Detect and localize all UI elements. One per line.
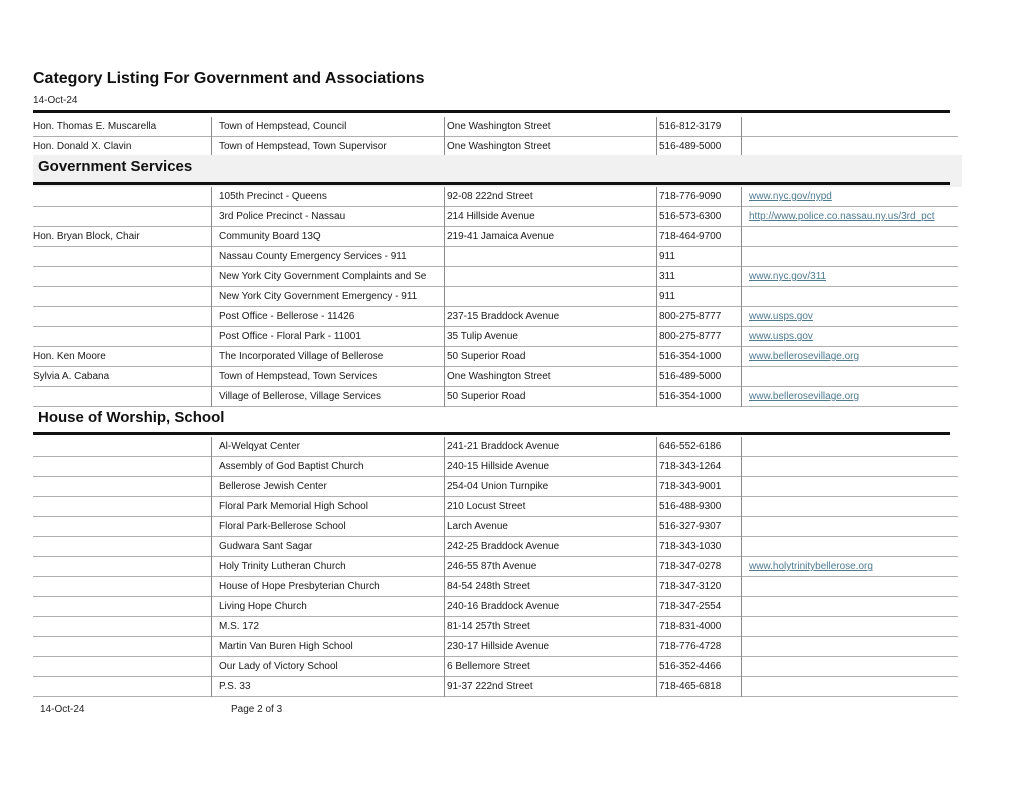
website-link[interactable]: www.holytrinitybellerose.org [749, 561, 873, 572]
contact-cell [33, 327, 208, 346]
column-divider [656, 387, 657, 407]
contact-cell [33, 207, 208, 226]
column-divider [444, 457, 445, 477]
website-link [749, 367, 959, 386]
phone-cell: 516-327-9307 [659, 521, 722, 532]
table-row [33, 227, 958, 247]
section-rows-house-of-worship [33, 437, 958, 697]
column-divider [741, 307, 742, 327]
phone-cell: 516-812-3179 [659, 121, 722, 132]
contact-cell [33, 637, 208, 656]
table-row [33, 457, 958, 477]
column-divider [444, 557, 445, 577]
address-cell: 219-41 Jamaica Avenue [447, 231, 555, 242]
column-divider [211, 497, 212, 517]
phone-cell: 516-488-9300 [659, 501, 722, 512]
organization-cell: Our Lady of Victory School [219, 661, 338, 672]
organization-cell: Town of Hempstead, Town Services [219, 371, 378, 382]
organization-cell: Living Hope Church [219, 601, 307, 612]
address-cell: 92-08 222nd Street [447, 191, 533, 202]
column-divider [444, 537, 445, 557]
column-divider [444, 387, 445, 407]
organization-cell: Post Office - Floral Park - 11001 [219, 331, 361, 342]
column-divider [656, 117, 657, 137]
phone-cell: 718-776-9090 [659, 191, 722, 202]
website-link [749, 577, 959, 596]
contact-cell [33, 307, 208, 326]
column-divider [741, 637, 742, 657]
column-divider [444, 597, 445, 617]
website-link [749, 597, 959, 616]
table-row [33, 557, 958, 577]
organization-cell: 105th Precinct - Queens [219, 191, 327, 202]
column-divider [741, 557, 742, 577]
column-divider [211, 537, 212, 557]
address-cell: 35 Tulip Avenue [447, 331, 518, 342]
column-divider [444, 517, 445, 537]
organization-cell: New York City Government Complaints and Se [219, 271, 427, 282]
table-row [33, 677, 958, 697]
table-row [33, 577, 958, 597]
column-divider [656, 477, 657, 497]
contact-cell: Hon. Bryan Block, Chair [33, 231, 140, 242]
address-cell: 240-16 Braddock Avenue [447, 601, 560, 612]
table-row [33, 207, 958, 227]
contact-cell: Hon. Donald X. Clavin [33, 141, 132, 152]
table-row [33, 327, 958, 347]
address-cell: 230-17 Hillside Avenue [447, 641, 550, 652]
column-divider [741, 347, 742, 367]
organization-cell: New York City Government Emergency - 911 [219, 291, 418, 302]
website-link [749, 617, 959, 636]
column-divider [741, 457, 742, 477]
organization-cell: 3rd Police Precinct - Nassau [219, 211, 346, 222]
table-row [33, 497, 958, 517]
column-divider [741, 327, 742, 347]
section-title: Government Services [38, 158, 193, 175]
website-link [749, 247, 959, 266]
column-divider [656, 137, 657, 157]
column-divider [656, 637, 657, 657]
column-divider [211, 477, 212, 497]
organization-cell: Post Office - Bellerose - 11426 [219, 311, 355, 322]
table-row [33, 477, 958, 497]
column-divider [211, 677, 212, 697]
column-divider [444, 227, 445, 247]
column-divider [444, 247, 445, 267]
column-divider [741, 497, 742, 517]
column-divider [656, 327, 657, 347]
column-divider [656, 617, 657, 637]
column-divider [211, 307, 212, 327]
column-divider [444, 287, 445, 307]
address-cell: 240-15 Hillside Avenue [447, 461, 550, 472]
column-divider [741, 227, 742, 247]
table-row [33, 307, 958, 327]
organization-cell: Al-Welqyat Center [219, 441, 300, 452]
contact-cell [33, 537, 208, 556]
address-cell: 214 Hillside Avenue [447, 211, 535, 222]
phone-cell: 800-275-8777 [659, 311, 722, 322]
website-link [749, 117, 959, 136]
table-row [33, 247, 958, 267]
column-divider [211, 287, 212, 307]
table-row [33, 537, 958, 557]
table-row [33, 437, 958, 457]
contact-cell [33, 677, 208, 696]
column-divider [741, 477, 742, 497]
section-title: House of Worship, School [38, 409, 225, 426]
website-link [749, 457, 959, 476]
column-divider [211, 517, 212, 537]
column-divider [656, 247, 657, 267]
column-divider [211, 457, 212, 477]
phone-cell: 516-354-1000 [659, 351, 722, 362]
column-divider [656, 347, 657, 367]
top-rows [33, 117, 958, 157]
table-row [33, 597, 958, 617]
organization-cell: Community Board 13Q [219, 231, 321, 242]
column-divider [444, 637, 445, 657]
address-cell: 254-04 Union Turnpike [447, 481, 549, 492]
organization-cell: Village of Bellerose, Village Services [219, 391, 381, 402]
column-divider [211, 637, 212, 657]
contact-cell [33, 457, 208, 476]
column-divider [656, 677, 657, 697]
website-link [749, 637, 959, 656]
phone-cell: 911 [659, 291, 675, 302]
column-divider [444, 187, 445, 207]
website-link[interactable]: www.usps.gov [749, 331, 813, 342]
phone-cell: 718-776-4728 [659, 641, 722, 652]
column-divider [656, 577, 657, 597]
website-link [749, 517, 959, 536]
column-divider [656, 517, 657, 537]
contact-cell [33, 577, 208, 596]
organization-cell: Assembly of God Baptist Church [219, 461, 364, 472]
column-divider [211, 207, 212, 227]
website-link [749, 287, 959, 306]
column-divider [444, 347, 445, 367]
website-link [749, 477, 959, 496]
column-divider [444, 617, 445, 637]
website-link[interactable]: www.usps.gov [749, 311, 813, 322]
organization-cell: Town of Hempstead, Town Supervisor [219, 141, 387, 152]
contact-cell [33, 597, 208, 616]
table-row [33, 617, 958, 637]
footer-date: 14-Oct-24 [40, 704, 85, 715]
column-divider [211, 267, 212, 287]
contact-cell [33, 437, 208, 456]
address-cell: 50 Superior Road [447, 351, 526, 362]
title-rule [33, 110, 950, 113]
phone-cell: 646-552-6186 [659, 441, 722, 452]
column-divider [211, 657, 212, 677]
organization-cell: P.S. 33 [219, 681, 251, 692]
column-divider [741, 657, 742, 677]
section-rows-government-services [33, 187, 958, 407]
phone-cell: 718-347-2554 [659, 601, 722, 612]
organization-cell: Holy Trinity Lutheran Church [219, 561, 346, 572]
column-divider [741, 367, 742, 387]
organization-cell: Bellerose Jewish Center [219, 481, 327, 492]
table-row [33, 287, 958, 307]
contact-cell [33, 497, 208, 516]
address-cell: 246-55 87th Avenue [447, 561, 537, 572]
contact-cell [33, 287, 208, 306]
column-divider [741, 207, 742, 227]
contact-cell [33, 517, 208, 536]
contact-cell [33, 557, 208, 576]
column-divider [741, 677, 742, 697]
column-divider [211, 137, 212, 157]
phone-cell: 718-343-1264 [659, 461, 722, 472]
address-cell: 241-21 Braddock Avenue [447, 441, 560, 452]
column-divider [211, 227, 212, 247]
contact-cell: Hon. Ken Moore [33, 351, 106, 362]
phone-cell: 718-343-1030 [659, 541, 722, 552]
table-row [33, 117, 958, 137]
phone-cell: 718-347-0278 [659, 561, 722, 572]
address-cell: One Washington Street [447, 141, 551, 152]
contact-cell [33, 187, 208, 206]
column-divider [211, 117, 212, 137]
column-divider [656, 537, 657, 557]
section-rule [33, 432, 950, 435]
website-link [749, 657, 959, 676]
column-divider [444, 657, 445, 677]
website-link[interactable]: www.nyc.gov/311 [749, 271, 827, 282]
contact-cell [33, 477, 208, 496]
column-divider [444, 307, 445, 327]
column-divider [656, 557, 657, 577]
address-cell: 242-25 Braddock Avenue [447, 541, 560, 552]
column-divider [444, 137, 445, 157]
phone-cell: 516-573-6300 [659, 211, 722, 222]
column-divider [741, 117, 742, 137]
address-cell: 237-15 Braddock Avenue [447, 311, 560, 322]
address-cell: 6 Bellemore Street [447, 661, 530, 672]
column-divider [211, 327, 212, 347]
table-row [33, 267, 958, 287]
organization-cell: Floral Park Memorial High School [219, 501, 368, 512]
column-divider [741, 617, 742, 637]
contact-cell: Sylvia A. Cabana [33, 371, 110, 382]
website-link[interactable]: www.nyc.gov/nypd [749, 191, 832, 202]
website-link [749, 677, 959, 696]
address-cell: 210 Locust Street [447, 501, 526, 512]
column-divider [444, 497, 445, 517]
website-link [749, 227, 959, 246]
column-divider [656, 367, 657, 387]
table-row [33, 347, 958, 367]
column-divider [741, 267, 742, 287]
organization-cell: Nassau County Emergency Services - 911 [219, 251, 407, 262]
organization-cell: The Incorporated Village of Bellerose [219, 351, 384, 362]
footer-page-number: Page 2 of 3 [231, 704, 283, 715]
address-cell: 91-37 222nd Street [447, 681, 533, 692]
table-row [33, 187, 958, 207]
phone-cell: 516-489-5000 [659, 141, 722, 152]
table-row [33, 137, 958, 157]
table-row [33, 387, 958, 407]
column-divider [444, 267, 445, 287]
column-divider [444, 367, 445, 387]
column-divider [741, 577, 742, 597]
column-divider [656, 437, 657, 457]
organization-cell: M.S. 172 [219, 621, 260, 632]
contact-cell [33, 387, 208, 406]
column-divider [211, 617, 212, 637]
address-cell: One Washington Street [447, 371, 551, 382]
column-divider [656, 307, 657, 327]
column-divider [656, 287, 657, 307]
column-divider [211, 597, 212, 617]
column-divider [741, 187, 742, 207]
table-row [33, 657, 958, 677]
column-divider [741, 247, 742, 267]
table-row [33, 517, 958, 537]
column-divider [741, 597, 742, 617]
phone-cell: 718-343-9001 [659, 481, 722, 492]
column-divider [444, 437, 445, 457]
contact-cell [33, 617, 208, 636]
column-divider [656, 457, 657, 477]
column-divider [211, 347, 212, 367]
column-divider [444, 327, 445, 347]
phone-cell: 718-831-4000 [659, 621, 722, 632]
column-divider [741, 437, 742, 457]
contact-cell [33, 267, 208, 286]
phone-cell: 516-489-5000 [659, 371, 722, 382]
address-cell [447, 287, 652, 306]
phone-cell: 516-352-4466 [659, 661, 722, 672]
column-divider [656, 597, 657, 617]
column-divider [656, 267, 657, 287]
website-link [749, 437, 959, 456]
phone-cell: 311 [659, 271, 675, 282]
section-rule [33, 182, 950, 185]
column-divider [211, 577, 212, 597]
table-row [33, 637, 958, 657]
phone-cell: 516-354-1000 [659, 391, 722, 402]
organization-cell: Town of Hempstead, Council [219, 121, 347, 132]
column-divider [656, 657, 657, 677]
column-divider [656, 227, 657, 247]
contact-cell [33, 657, 208, 676]
column-divider [656, 207, 657, 227]
organization-cell: Floral Park-Bellerose School [219, 521, 346, 532]
address-cell [447, 267, 652, 286]
address-cell: One Washington Street [447, 121, 551, 132]
address-cell [447, 247, 652, 266]
column-divider [741, 387, 742, 407]
table-row [33, 367, 958, 387]
contact-cell [33, 247, 208, 266]
website-link[interactable]: www.bellerosevillage.org [749, 351, 860, 362]
column-divider [444, 577, 445, 597]
column-divider [211, 187, 212, 207]
column-divider [211, 557, 212, 577]
column-divider [444, 207, 445, 227]
organization-cell: House of Hope Presbyterian Church [219, 581, 380, 592]
page-title: Category Listing For Government and Associations [33, 70, 425, 87]
column-divider [211, 437, 212, 457]
website-link [749, 497, 959, 516]
phone-cell: 718-347-3120 [659, 581, 722, 592]
address-cell: 84-54 248th Street [447, 581, 530, 592]
phone-cell: 718-464-9700 [659, 231, 722, 242]
address-cell: 81-14 257th Street [447, 621, 530, 632]
website-link[interactable]: www.bellerosevillage.org [749, 391, 860, 402]
website-link[interactable]: http://www.police.co.nassau.ny.us/3rd_pct [749, 211, 935, 222]
website-link [749, 137, 959, 156]
column-divider [656, 497, 657, 517]
column-divider [741, 287, 742, 307]
column-divider [444, 477, 445, 497]
page-date: 14-Oct-24 [33, 95, 78, 106]
organization-cell: Gudwara Sant Sagar [219, 541, 313, 552]
column-divider [656, 187, 657, 207]
column-divider [741, 137, 742, 157]
website-link [749, 537, 959, 556]
column-divider [741, 537, 742, 557]
column-divider [211, 387, 212, 407]
contact-cell: Hon. Thomas E. Muscarella [33, 121, 157, 132]
column-divider [211, 247, 212, 267]
column-divider [444, 117, 445, 137]
address-cell: 50 Superior Road [447, 391, 526, 402]
organization-cell: Martin Van Buren High School [219, 641, 353, 652]
phone-cell: 718-465-6818 [659, 681, 722, 692]
column-divider [211, 367, 212, 387]
column-divider [444, 677, 445, 697]
column-divider [741, 517, 742, 537]
phone-cell: 911 [659, 251, 675, 262]
address-cell: Larch Avenue [447, 521, 508, 532]
phone-cell: 800-275-8777 [659, 331, 722, 342]
